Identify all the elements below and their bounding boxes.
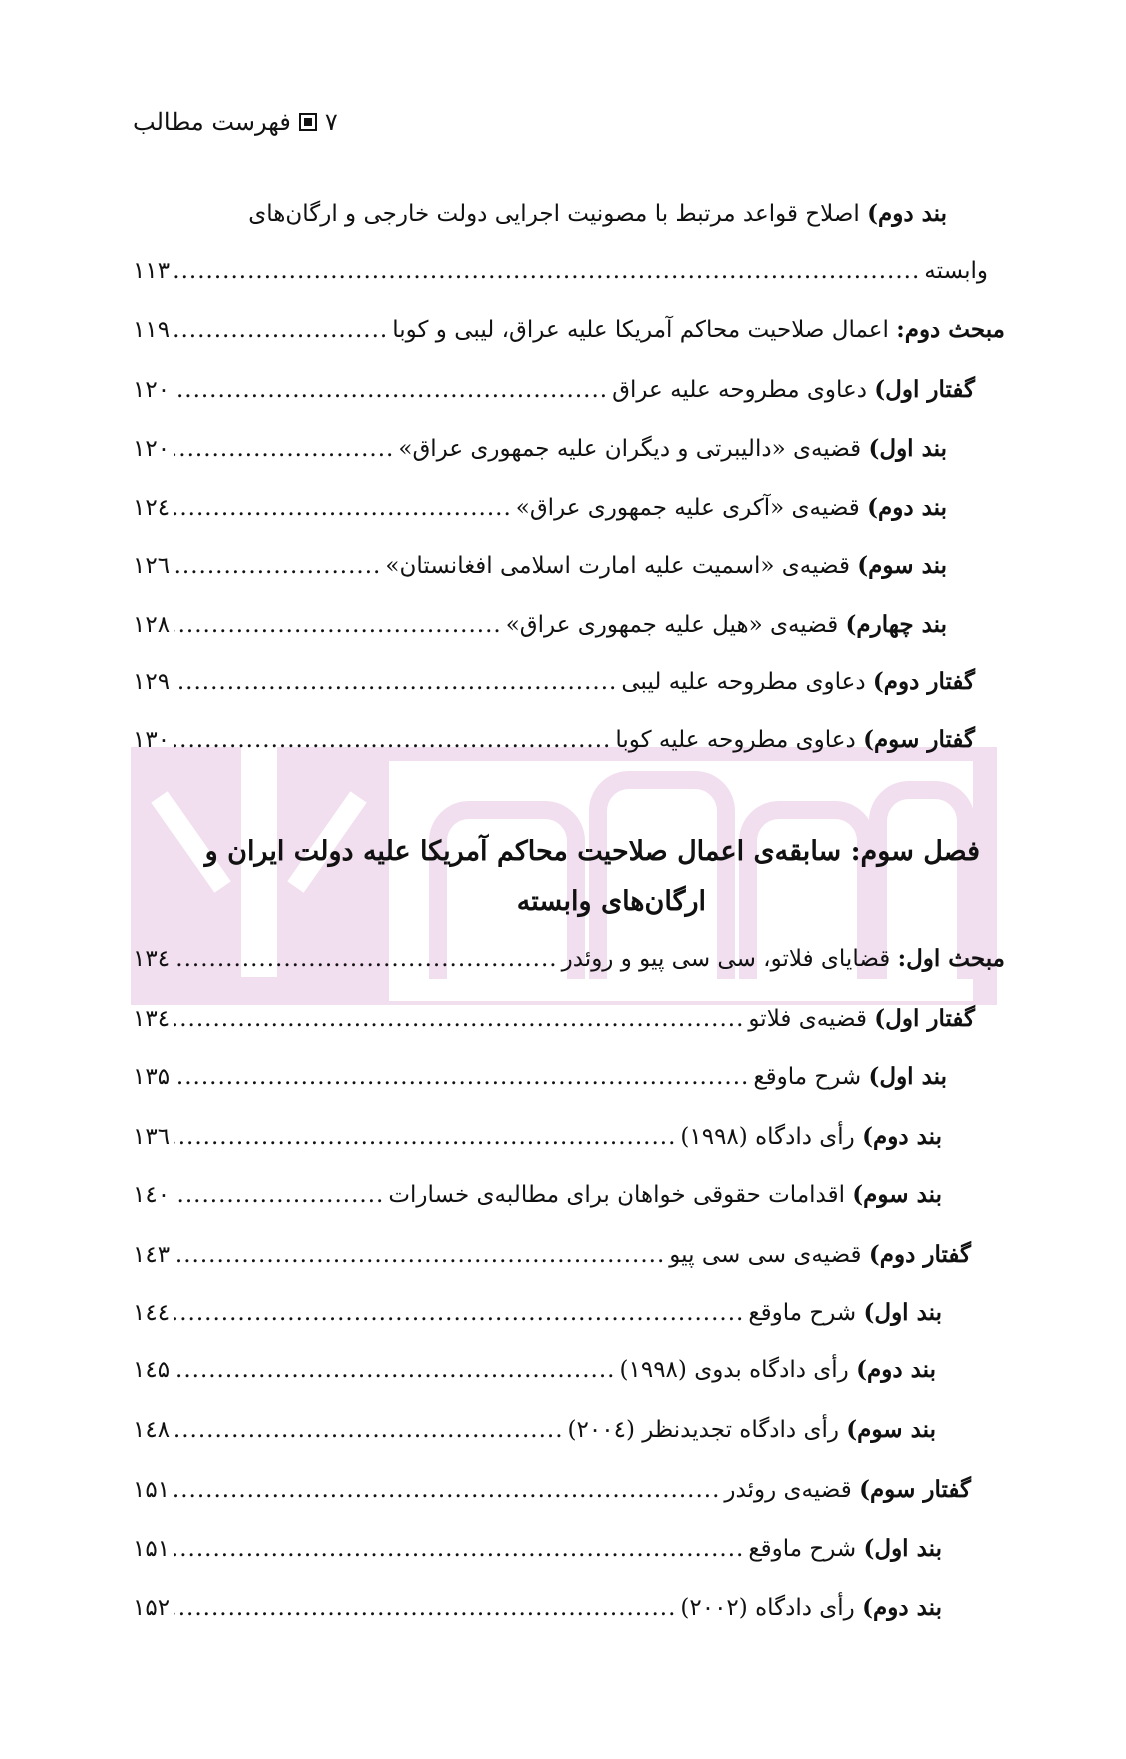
toc-entry[interactable] — [133, 1181, 942, 1208]
leader-dots — [174, 1536, 744, 1562]
leader-dots — [174, 946, 558, 972]
entry-page: ۱٤۸ — [133, 1417, 171, 1443]
entry-label: بند دوم) — [856, 1356, 936, 1383]
entry-page: ۱۲٤ — [133, 495, 171, 521]
leader-dots — [174, 1300, 744, 1326]
entry-label: گفتار اول) — [874, 1005, 975, 1032]
running-header — [133, 108, 338, 136]
entry-label: بند اول) — [863, 1535, 942, 1562]
entry-text: قضیه‌ی فلاتو — [748, 1006, 867, 1032]
leader-dots — [174, 1182, 384, 1208]
toc-entry[interactable] — [133, 258, 988, 284]
leader-dots — [174, 377, 608, 403]
toc-entry[interactable] — [133, 1535, 942, 1562]
toc-entry[interactable] — [133, 1356, 936, 1383]
leader-dots — [174, 669, 617, 695]
chapter-title-line1[interactable]: فصل سوم: سابقه‌ی اعمال صلاحیت محاکم آمریکا علیه دولت ایران و — [204, 836, 980, 867]
entry-page: ۱۲۹ — [133, 669, 171, 695]
leader-dots — [174, 612, 502, 638]
entry-text: دعاوی مطروحه علیه کوبا — [615, 727, 856, 753]
entry-page: ۱۲٦ — [133, 553, 171, 579]
toc-entry[interactable] — [133, 668, 975, 695]
entry-label: گفتار سوم) — [863, 726, 975, 753]
leader-dots — [174, 1595, 676, 1621]
entry-label: بند سوم) — [857, 552, 947, 579]
toc-entry[interactable] — [133, 376, 975, 403]
entry-label: بند چهارم) — [845, 611, 947, 638]
entry-label: بند دوم) — [862, 1594, 942, 1621]
toc-entry[interactable] — [133, 1123, 942, 1150]
entry-label: بند دوم) — [867, 494, 947, 521]
entry-page: ۱۳۰ — [133, 727, 171, 753]
entry-page: ۱۲۰ — [133, 377, 171, 403]
entry-label: بند اول) — [868, 1063, 947, 1090]
toc-entry[interactable] — [133, 1063, 947, 1090]
leader-dots — [174, 258, 920, 284]
entry-text: دعاوی مطروحه علیه عراق — [612, 377, 867, 403]
leader-dots — [174, 317, 388, 343]
chapter-title-line2[interactable]: ارگان‌های وابسته — [516, 886, 706, 917]
toc-entry[interactable] — [133, 1005, 975, 1032]
toc-entry[interactable] — [133, 552, 947, 579]
entry-page: ۱٤۵ — [133, 1357, 171, 1383]
entry-text: دعاوی مطروحه علیه لیبی — [621, 669, 866, 695]
header-page-number: ۷ — [324, 108, 338, 136]
toc-entry[interactable] — [133, 611, 947, 638]
entry-page: ۱۳٤ — [133, 946, 171, 972]
entry-page: ۱۳٤ — [133, 1006, 171, 1032]
entry-text: قضیه‌ی «اسمیت علیه امارت اسلامی افغانستان» — [385, 553, 850, 579]
entry-text: شرح ماوقع — [753, 1064, 862, 1090]
entry-label: بند سوم) — [852, 1181, 942, 1208]
entry-text: رأی دادگاه (۱۹۹۸) — [680, 1124, 855, 1150]
entry-page: ۱٤۳ — [133, 1242, 171, 1268]
entry-text: رأی دادگاه تجدیدنظر (۲۰۰٤) — [567, 1417, 839, 1443]
leader-dots — [174, 553, 381, 579]
entry-text: اقدامات حقوقی خواهان برای مطالبه‌ی خسارات — [388, 1182, 845, 1208]
entry-text: اعمال صلاحیت محاکم آمریکا علیه عراق، لیبی و کوبا — [392, 317, 889, 343]
leader-dots — [174, 727, 611, 753]
toc-entry[interactable] — [133, 1476, 971, 1503]
entry-label: گفتار دوم) — [868, 1241, 971, 1268]
toc-entry[interactable] — [133, 316, 1005, 343]
entry-text: قضیه‌ی «هیل علیه جمهوری عراق» — [505, 612, 839, 638]
entry-page: ۱۲۸ — [133, 612, 171, 638]
toc-entry[interactable] — [133, 1299, 942, 1326]
entry-page: ۱۱۳ — [133, 258, 171, 284]
entry-page: ۱۲۰ — [133, 436, 171, 462]
entry-label: بند دوم) — [867, 200, 947, 227]
entry-label: بند سوم) — [846, 1416, 936, 1443]
entry-page: ۱۳٦ — [133, 1124, 171, 1150]
entry-text: قضیه‌ی سی سی پیو — [669, 1242, 862, 1268]
entry-page: ۱٤۰ — [133, 1182, 171, 1208]
header-title: فهرست مطالب — [133, 108, 291, 136]
entry-text: رأی دادگاه (۲۰۰۲) — [680, 1595, 855, 1621]
entry-text: شرح ماوقع — [748, 1536, 857, 1562]
entry-text: شرح ماوقع — [748, 1300, 857, 1326]
entry-label: گفتار دوم) — [872, 668, 975, 695]
toc-entry[interactable] — [133, 435, 947, 462]
leader-dots — [174, 1477, 720, 1503]
toc-entry[interactable] — [133, 945, 1005, 972]
entry-page: ۱۵۱ — [133, 1536, 171, 1562]
entry-page: ۱۱۹ — [133, 317, 171, 343]
leader-dots — [174, 1357, 615, 1383]
entry-page: ۱٤٤ — [133, 1300, 171, 1326]
entry-label: گفتار سوم) — [859, 1476, 971, 1503]
entry-text: وابسته — [924, 258, 988, 284]
leader-dots — [174, 1417, 563, 1443]
leader-dots — [174, 1242, 665, 1268]
entry-label: بند دوم) — [862, 1123, 942, 1150]
entry-label: مبحث اول: — [897, 945, 1005, 972]
leader-dots — [174, 436, 394, 462]
entry-label: گفتار اول) — [874, 376, 975, 403]
entry-page: ۱۳۵ — [133, 1064, 171, 1090]
leader-dots — [174, 1064, 749, 1090]
entry-text: اصلاح قواعد مرتبط با مصونیت اجرایی دولت خارجی و ارگان‌های — [248, 201, 860, 227]
entry-label: بند اول) — [863, 1299, 942, 1326]
toc-entry[interactable] — [133, 726, 975, 753]
entry-text: رأی دادگاه بدوی (۱۹۹۸) — [619, 1357, 849, 1383]
toc-entry[interactable] — [133, 1594, 942, 1621]
toc-entry[interactable] — [133, 494, 947, 521]
square-bullet-icon — [299, 113, 317, 131]
entry-page: ۱۵۲ — [133, 1595, 171, 1621]
leader-dots — [174, 1124, 676, 1150]
entry-label: مبحث دوم: — [896, 316, 1005, 343]
entry-text: قضیه‌ی روئدر — [724, 1477, 852, 1503]
entry-label: بند اول) — [868, 435, 947, 462]
toc-entry[interactable] — [133, 1416, 936, 1443]
toc-entry[interactable] — [133, 1241, 971, 1268]
leader-dots — [174, 495, 512, 521]
leader-dots — [174, 1006, 744, 1032]
entry-page: ۱۵۱ — [133, 1477, 171, 1503]
entry-text: قضایای فلاتو، سی سی پیو و روئدر — [561, 946, 891, 972]
entry-text: قضیه‌ی «دالیبرتی و دیگران علیه جمهوری عراق» — [398, 436, 862, 462]
entry-text: قضیه‌ی «آکری علیه جمهوری عراق» — [515, 495, 860, 521]
toc-entry-line1 — [248, 200, 947, 227]
